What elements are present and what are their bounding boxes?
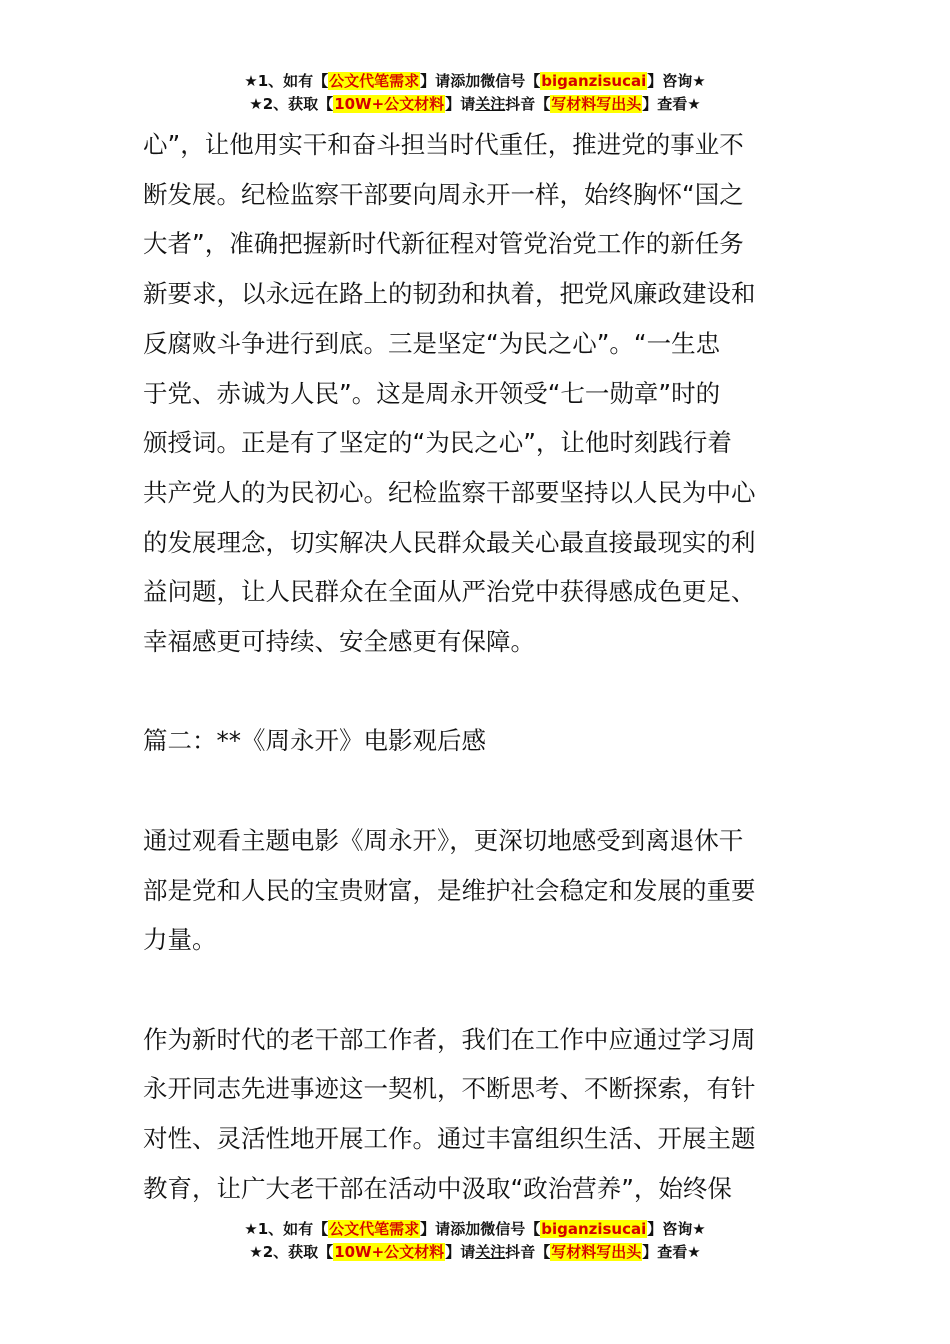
header-douyin-highlight: 写材料写出头 <box>551 95 642 113</box>
footer-line-2-suffix: 】查看★ <box>642 1243 701 1261</box>
paragraph-line: 反腐败斗争进行到底。三是坚定“为民之心”。“一生忠 <box>143 328 721 358</box>
footer-line-1-mid2: 微信号【 <box>480 1220 541 1238</box>
paragraph-line: 部是党和人民的宝贵财富，是维护社会稳定和发展的重要 <box>143 875 756 905</box>
footer-line-1-suffix: 】咨询★ <box>647 1220 706 1238</box>
paragraph-line: 颁授词。正是有了坚定的“为民之心”，让他时刻践行着 <box>143 428 732 458</box>
header-line-2-mid1: 】请 <box>445 95 476 113</box>
footer-line-2-mid1: 】请 <box>445 1243 476 1261</box>
paragraph-line: 大者”，准确把握新时代新征程对管党治党工作的新任务 <box>143 229 744 259</box>
paragraph-line: 对性、灵活性地开展工作。通过丰富组织生活、开展主题 <box>143 1124 756 1154</box>
header-wechat-id-highlight: biganzisucai <box>541 72 647 90</box>
header-line-1-mid1: 】请 <box>420 72 451 90</box>
footer-ghostwriting-highlight: 公文代笔需求 <box>329 1220 420 1238</box>
header-line-1-prefix: ★1、如有【 <box>244 72 329 90</box>
paragraph-spacer <box>143 965 808 1015</box>
header-line-2-suffix: 】查看★ <box>642 95 701 113</box>
paragraph-line: 的发展理念，切实解决人民群众最关心最直接最现实的利 <box>143 527 756 557</box>
paragraph-line: 共产党人的为民初心。纪检监察干部要坚持以人民为中心 <box>143 477 756 507</box>
section-heading: 篇二：**《周永开》电影观后感 <box>143 726 486 756</box>
document-body <box>143 120 808 1213</box>
footer-line-2-prefix: ★2、获取【 <box>249 1243 334 1261</box>
paragraph-line: 心”，让他用实干和奋斗担当时代重任，推进党的事业不 <box>143 130 744 159</box>
paragraph-line: 断发展。纪检监察干部要向周永开一样，始终胸怀“国之 <box>143 179 744 209</box>
paragraph-line: 教育，让广大老干部在活动中汲取“政治营养”，始终保 <box>143 1173 732 1203</box>
paragraph-line: 于党、赤诚为人民”。这是周永开领受“七一勋章”时的 <box>143 378 721 408</box>
footer-banner <box>0 1218 950 1264</box>
footer-wechat-id-highlight: biganzisucai <box>541 1220 647 1238</box>
header-line-2-bold: 关注 <box>475 95 506 113</box>
header-line-2 <box>0 93 950 116</box>
paragraph-3 <box>143 1015 808 1214</box>
header-line-1-suffix: 】咨询★ <box>647 72 706 90</box>
footer-line-2 <box>0 1241 950 1264</box>
header-materials-highlight: 10W+公文材料 <box>334 95 445 113</box>
footer-line-1-prefix: ★1、如有【 <box>244 1220 329 1238</box>
footer-materials-highlight: 10W+公文材料 <box>334 1243 445 1261</box>
header-line-1-bold: 添加 <box>450 72 481 90</box>
paragraph-1 <box>143 120 808 667</box>
footer-line-2-bold: 关注 <box>475 1243 506 1261</box>
header-line-2-prefix: ★2、获取【 <box>249 95 334 113</box>
paragraph-spacer <box>143 667 808 717</box>
header-line-2-mid2: 抖音【 <box>505 95 551 113</box>
paragraph-line: 永开同志先进事迹这一契机，不断思考、不断探索，有针 <box>143 1074 756 1104</box>
footer-line-1 <box>0 1218 950 1241</box>
footer-douyin-highlight: 写材料写出头 <box>551 1243 642 1261</box>
paragraph-spacer <box>143 766 808 816</box>
header-line-1-mid2: 微信号【 <box>480 72 541 90</box>
footer-line-1-mid1: 】请 <box>420 1220 451 1238</box>
footer-line-1-bold: 添加 <box>450 1220 481 1238</box>
header-line-1 <box>0 70 950 93</box>
paragraph-2 <box>143 816 808 965</box>
footer-line-2-mid2: 抖音【 <box>505 1243 551 1261</box>
paragraph-line: 幸福感更可持续、安全感更有保障。 <box>143 627 535 657</box>
paragraph-line: 作为新时代的老干部工作者，我们在工作中应通过学习周 <box>143 1024 756 1054</box>
paragraph-line: 新要求，以永远在路上的韧劲和执着，把党风廉政建设和 <box>143 279 756 309</box>
paragraph-line: 益问题，让人民群众在全面从严治党中获得感成色更足、 <box>143 577 756 607</box>
header-banner <box>0 70 950 116</box>
paragraph-line: 通过观看主题电影《周永开》，更深切地感受到离退休干 <box>143 825 744 855</box>
paragraph-line: 力量。 <box>143 925 217 955</box>
header-ghostwriting-highlight: 公文代笔需求 <box>329 72 420 90</box>
